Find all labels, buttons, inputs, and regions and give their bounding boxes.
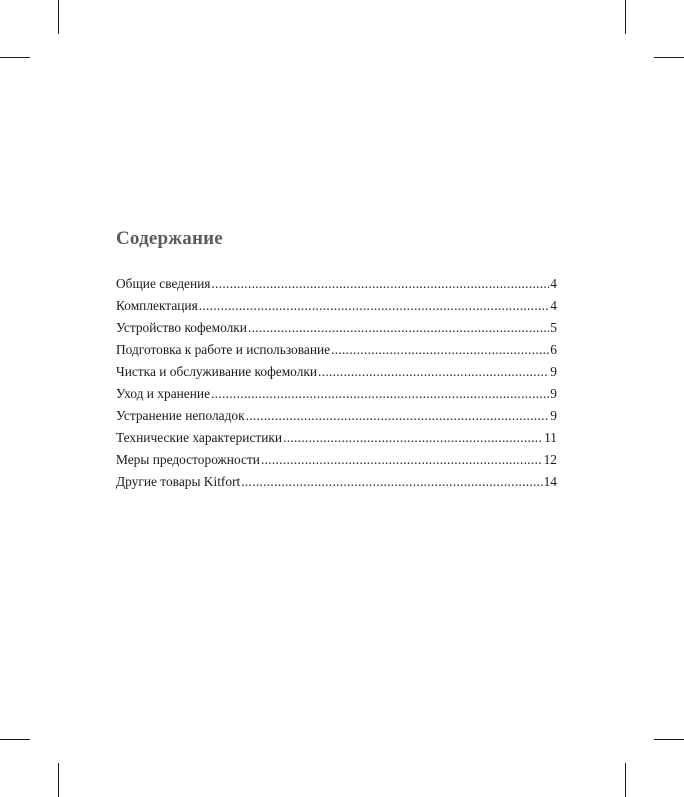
contents-heading: Содержание	[116, 228, 223, 249]
toc-entry[interactable]	[116, 317, 557, 339]
crop-mark-top-right-horizontal	[654, 57, 684, 58]
toc-entry-label: Чистка и обслуживание кофемолки	[116, 364, 318, 379]
crop-mark-bottom-left-vertical	[58, 763, 59, 797]
crop-mark-top-left-horizontal	[0, 57, 30, 58]
toc-entry-page: 9	[550, 386, 557, 401]
toc-entry-page: 4	[550, 276, 557, 291]
crop-mark-top-left-vertical	[58, 0, 59, 34]
toc-entry-label: Другие товары Kitfort	[116, 474, 241, 489]
toc-dot-leader	[241, 471, 542, 493]
toc-entry-label: Устройство кофемолки	[116, 320, 247, 335]
toc-dot-leader	[211, 273, 549, 295]
toc-entry-page: 11	[544, 430, 557, 445]
toc-entry[interactable]	[116, 273, 557, 295]
toc-dot-leader	[318, 361, 549, 383]
toc-dot-leader	[261, 449, 543, 471]
toc-entry-label: Подготовка к работе и использование	[116, 342, 331, 357]
toc-dot-leader	[246, 405, 550, 427]
toc-entry[interactable]	[116, 383, 557, 405]
toc-entry-label: Комплектация	[116, 298, 198, 313]
toc-entry[interactable]	[116, 427, 557, 449]
toc-entry-page: 9	[550, 408, 557, 423]
toc-entry-label: Уход и хранение	[116, 386, 211, 401]
toc-entry-page: 14	[543, 474, 557, 489]
toc-entry-label: Общие сведения	[116, 276, 211, 291]
toc-dot-leader	[283, 427, 543, 449]
toc-entry[interactable]	[116, 295, 557, 317]
toc-entry-label: Устранение неполадок	[116, 408, 245, 423]
crop-mark-bottom-right-vertical	[625, 763, 626, 797]
toc-dot-leader	[331, 339, 549, 361]
toc-dot-leader	[211, 383, 549, 405]
toc-entry-label: Технические характеристики	[116, 430, 283, 445]
crop-mark-bottom-left-horizontal	[0, 739, 30, 740]
toc-dot-leader	[199, 295, 550, 317]
toc-entry[interactable]	[116, 361, 557, 383]
toc-entry-page: 4	[550, 298, 557, 313]
toc-entry-label: Меры предосторожности	[116, 452, 260, 467]
toc-entry[interactable]	[116, 449, 557, 471]
toc-entry-page: 6	[550, 342, 557, 357]
toc-entry[interactable]	[116, 339, 557, 361]
toc-entry-page: 12	[543, 452, 557, 467]
table-of-contents	[116, 273, 557, 493]
toc-entry-page: 5	[550, 320, 557, 335]
toc-entry-page: 9	[550, 364, 557, 379]
toc-dot-leader	[248, 317, 549, 339]
crop-mark-top-right-vertical	[625, 0, 626, 34]
toc-entry[interactable]	[116, 405, 557, 427]
crop-mark-bottom-right-horizontal	[654, 739, 684, 740]
toc-entry[interactable]	[116, 471, 557, 493]
